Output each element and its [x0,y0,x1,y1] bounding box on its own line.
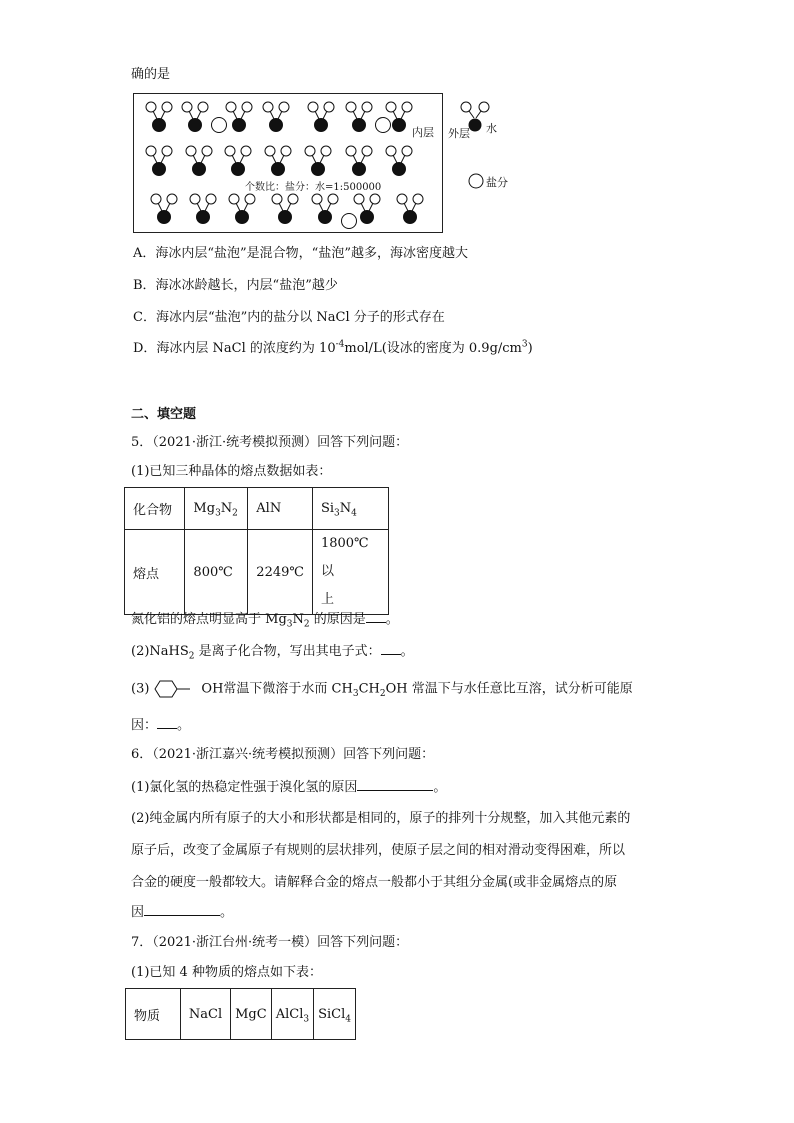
water-molecule [346,146,372,176]
cell: 2249℃ [248,530,313,615]
cell: SiCl$_4$ [314,989,356,1040]
water-molecule [226,102,252,132]
water-molecule [225,146,251,176]
q5-table [124,487,389,615]
answer-blank[interactable] [144,903,220,916]
cell-header: $Si_3N_4$ [312,488,388,530]
water-molecule [305,146,331,176]
sea-ice-diagram [133,93,443,233]
section-title: 二、填空题 [131,407,197,422]
water-molecule [265,146,291,176]
water-molecule [229,194,255,224]
q5-after-table: 氮化铝的熔点明显高于 $Mg_3N_2$ 的原因是 。 [131,612,399,630]
salt-label: 盐分 [486,176,508,189]
q6-p2-l1: (2)纯金属内所有原子的大小和形状都是相同的，原子的排列十分规整，加入其他元素的 [131,811,631,826]
cell: AlCl$_3$ [271,989,313,1040]
salt-particle [342,214,357,229]
water-molecule [397,194,423,224]
cell-header: $Mg_3N_2$ [185,488,248,530]
q7-head: 7．（2021·浙江台州·统考一模）回答下列问题： [131,935,409,950]
water-molecule [146,146,172,176]
option-d: D．海冰内层 NaCl 的浓度约为 $10^{-4}mol/L$(设冰的密度为 $0.9g/cm^3$) [133,339,533,356]
water-molecule [146,102,172,132]
option-c: C．海冰内层“盐泡”内的盐分以 NaCl 分子的形式存在 [133,310,445,325]
water-molecule [151,194,177,224]
inner-layer-label: 内层 [412,126,434,139]
answer-blank[interactable] [357,778,433,791]
option-a: A．海冰内层“盐泡”是混合物，“盐泡”越多，海冰密度越大 [133,246,468,261]
water-molecule [346,102,372,132]
salt-legend-icon [469,174,483,188]
option-b: B．海冰冰龄越长，内层“盐泡”越少 [133,278,338,293]
cell: 800℃ [185,530,248,615]
q6-p2-l2: 原子后，改变了金属原子有规则的层状排列，使原子层之间的相对滑动变得困难，所以 [131,843,626,858]
water-molecule [190,194,216,224]
water-molecule [263,102,289,132]
answer-blank[interactable] [157,716,177,729]
answer-blank[interactable] [366,610,386,623]
cell-header: 化合物 [125,488,185,530]
water-molecule [312,194,338,224]
q5-p3-cont: 因： 。 [131,718,191,733]
q6-head: 6．（2021·浙江嘉兴·统考模拟预测）回答下列问题： [131,747,435,762]
water-molecule-legend [469,119,482,132]
cell: 1800℃以 上 [312,530,388,615]
salt-particle [212,118,227,133]
diagram-legend [445,98,515,198]
salt-particle [376,118,391,133]
q6-p1: (1)氯化氢的热稳定性强于溴化氢的原因 。 [131,780,447,795]
q6-p2-l3: 合金的硬度一般都较大。请解释合金的熔点一般都小于其组分金属(或非金属熔点的原 [131,875,618,890]
ratio-text: 个数比：盐分：水=1:500000 [245,182,382,193]
cell-header: AlN [248,488,313,530]
water-molecule [186,146,212,176]
water-molecule [182,102,208,132]
cell: MgC [231,989,272,1040]
cell: 物质 [126,989,181,1040]
q5-head: 5．（2021·浙江·统考模拟预测）回答下列问题： [131,435,409,450]
q5-p1: (1)已知三种晶体的熔点数据如表： [131,464,332,479]
q5-p3: (3) OH常温下微溶于水而 $CH_3CH_2OH$ 常温下与水任意比互溶，试分析可能原 [131,678,633,700]
q6-p2-l4: 因 。 [131,905,234,920]
outer-layer-label: 外层 [448,127,470,140]
q7-table [125,988,356,1040]
q7-p1: (1)已知 4 种物质的熔点如下表： [131,965,322,980]
q5-p2: (2)NaHS$_2$ 是离子化合物，写出其电子式： 。 [131,644,414,662]
water-molecule [272,194,298,224]
cell: NaCl [180,989,230,1040]
water-molecule [386,146,412,176]
answer-blank[interactable] [381,642,401,655]
cell: 熔点 [125,530,185,615]
water-molecule [354,194,380,224]
intro-fragment: 确的是 [131,67,171,82]
water-label: 水 [486,122,497,135]
water-molecule [308,102,334,132]
benzene-ring-icon [150,678,200,700]
